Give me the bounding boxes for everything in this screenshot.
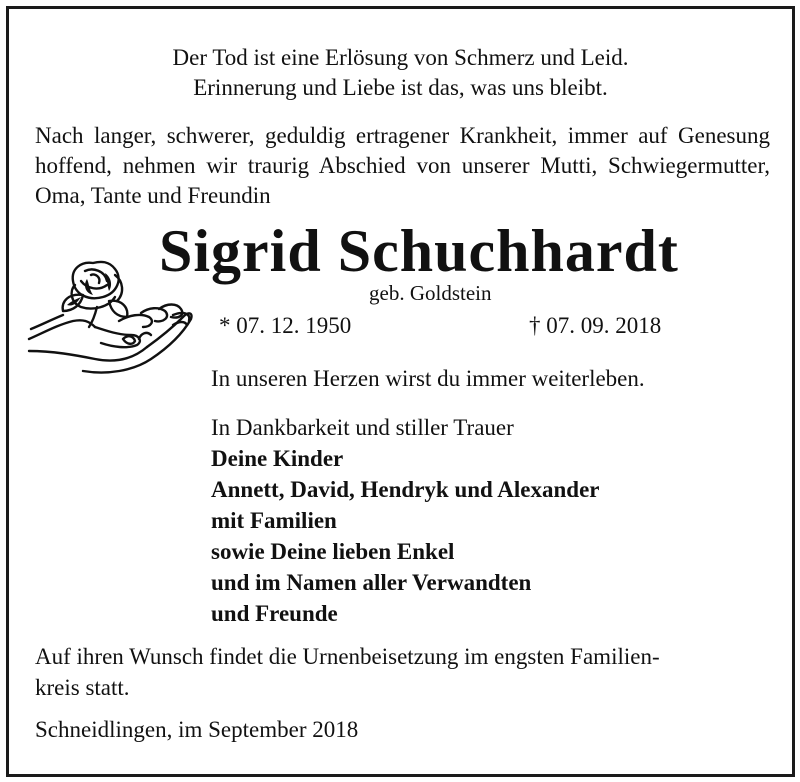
mourner-line: und Freunde [211, 601, 338, 626]
obituary-card [6, 6, 795, 777]
mourners-intro: In Dankbarkeit und stiller Trauer [211, 415, 514, 440]
place-and-date: Schneidlingen, im September 2018 [35, 717, 359, 742]
death-date: † 07. 09. 2018 [529, 313, 662, 338]
remembrance-line: In unseren Herzen wirst du immer weiterleben. [211, 366, 645, 391]
maiden-name: geb. Goldstein [369, 281, 492, 305]
mourner-line: Deine Kinder [211, 446, 344, 471]
mourner-line: mit Familien [211, 508, 337, 533]
motto-line-1: Der Tod ist eine Erlösung von Schmerz und Leid. [172, 45, 629, 70]
intro-text: Nach langer, schwerer, geduldig ertragener Krankheit, immer auf Genesung hoffend, nehmen wir traurig Abschied von unserer Mutti, Schwiegermutter, Oma, Tante und Freundin [35, 123, 770, 208]
deceased-name: Sigrid Schuchhardt [159, 218, 679, 284]
rose-in-hands-icon [23, 255, 198, 390]
mourner-line: Annett, David, Hendryk und Alexander [211, 477, 600, 502]
mourner-line: sowie Deine lieben Enkel [211, 539, 455, 564]
mourner-line: und im Namen aller Verwandten [211, 570, 532, 595]
burial-wish-line-2: kreis statt. [35, 675, 130, 700]
birth-date: * 07. 12. 1950 [219, 313, 352, 338]
motto-line-2: Erinnerung und Liebe ist das, was uns bleibt. [193, 75, 608, 100]
burial-wish-line-1: Auf ihren Wunsch findet die Urnenbeisetzung im engsten Familien- [35, 644, 660, 669]
